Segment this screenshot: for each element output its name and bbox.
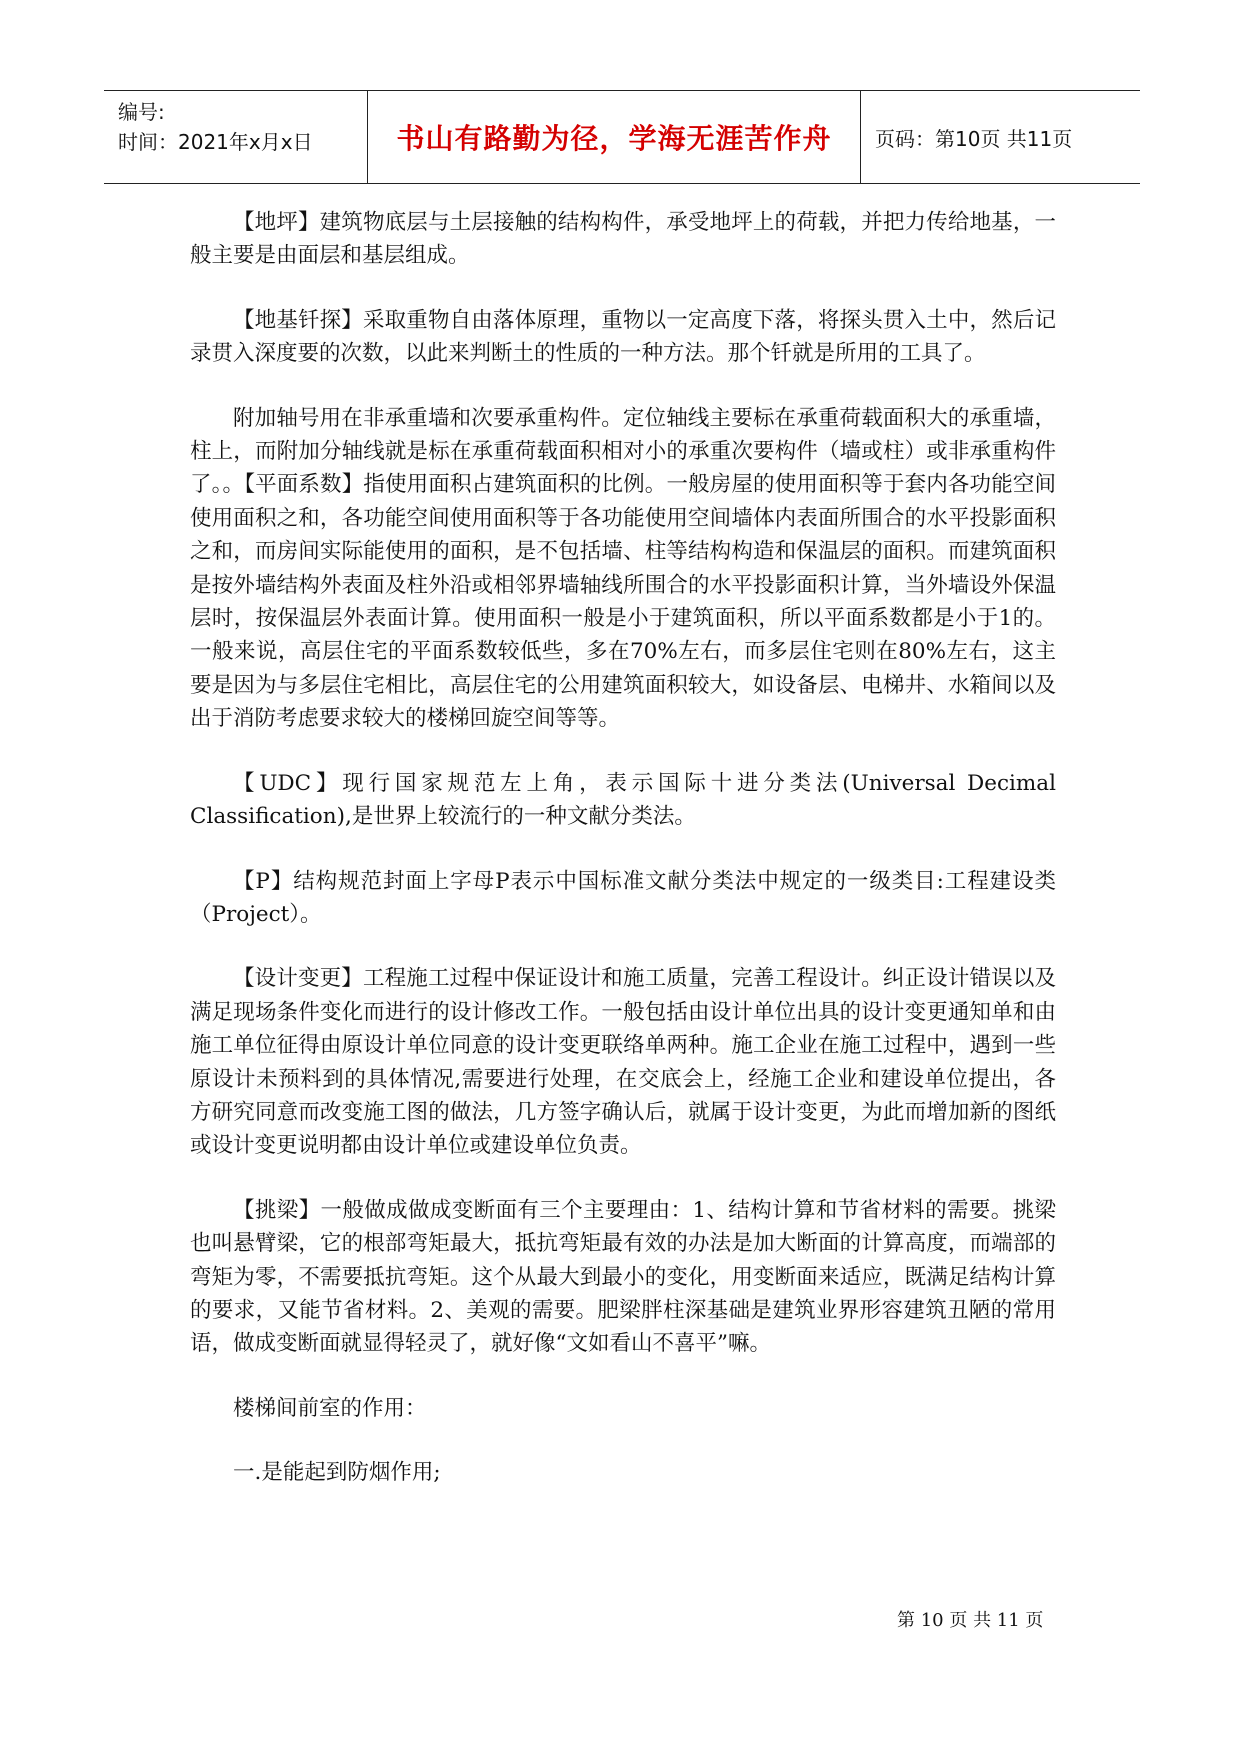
paragraph-udc: 【UDC】现行国家规范左上角，表示国际十进分类法(Universal Decimal Classification),是世界上较流行的一种文献分类法。 [190, 770, 1056, 830]
paragraph-diji-qiantan: 【地基钎探】采取重物自由落体原理，重物以一定高度下落，将探头贯入土中，然后记录贯入深度要的次数，以此来判断土的性质的一种方法。那个钎就是所用的工具了。 [190, 307, 1056, 367]
paragraph-diping: 【地坪】建筑物底层与土层接触的结构构件，承受地坪上的荷载，并把力传给地基，一般主要是由面层和基层组成。 [190, 210, 1056, 269]
paragraph-sheji-biangeng: 【设计变更】工程施工过程中保证设计和施工质量，完善工程设计。纠正设计错误以及满足现场条件变化而进行的设计修改工作。一般包括由设计单位出具的设计变更通知单和由施工单位征得由原设计单位同意的设计变更联络单两种。施工企业在施工过程中，遇到一些原设计未预料到的具体情况,需要进行处理，在交底会上，经施工企业和建设单位提出，各方研究同意而改变施工图的做法，几方签字确认后，就属于设计变更，为此而增加新的图纸或设计变更说明都由设计单位或建设单位负责。 [190, 966, 1056, 1159]
page-header [104, 90, 1140, 184]
number-label: 编号: [118, 100, 165, 124]
paragraph-p: 【P】结构规范封面上字母P表示中国标准文献分类法中规定的一级类目:工程建设类（Project）。 [190, 868, 1056, 927]
page-info: 页码：第10页 共11页 [875, 126, 1073, 151]
document-body [190, 206, 1056, 1521]
date-label: 时间：2021年x月x日 [118, 130, 313, 154]
header-left-cell [104, 91, 368, 183]
paragraph-fangyan: 一.是能起到防烟作用; [233, 1460, 441, 1486]
paragraph-louti-qianshi: 楼梯间前室的作用： [233, 1395, 427, 1421]
header-page-cell [861, 91, 1140, 183]
header-motto-cell [368, 91, 861, 183]
page-footer: 第 10 页 共 11 页 [897, 1610, 1044, 1631]
paragraph-tiaoliang: 【挑梁】一般做成做成变断面有三个主要理由：1、结构计算和节省材料的需要。挑梁也叫悬臂梁，它的根部弯矩最大，抵抗弯矩最有效的办法是加大断面的计算高度，而端部的弯矩为零，不需要抵抗弯矩。这个从最大到最小的变化，用变断面来适应，既满足结构计算的要求，又能节省材料。2、美观的需要。肥梁胖柱深基础是建筑业界形容建筑丑陋的常用语，做成变断面就显得轻灵了，就好像“文如看山不喜平”嘛。 [190, 1197, 1056, 1357]
paragraph-fujia-zhouhao: 附加轴号用在非承重墙和次要承重构件。定位轴线主要标在承重荷载面积大的承重墙，柱上，而附加分轴线就是标在承重荷载面积相对小的承重次要构件（墙或柱）或非承重构件了。。【平面系数】指使用面积占建筑面积的比例。一般房屋的使用面积等于套内各功能空间使用面积之和，各功能空间使用面积等于各功能使用空间墙体内表面所围合的水平投影面积之和，而房间实际能使用的面积，是不包括墙、柱等结构构造和保温层的面积。而建筑面积是按外墙结构外表面及柱外沿或相邻界墙轴线所围合的水平投影面积计算，当外墙设外保温层时，按保温层外表面计算。使用面积一般是小于建筑面积，所以平面系数都是小于1的。一般来说，高层住宅的平面系数较低些，多在70%左右，而多层住宅则在80%左右，这主要是因为与多层住宅相比，高层住宅的公用建筑面积较大，如设备层、电梯井、水箱间以及出于消防考虑要求较大的楼梯回旋空间等等。 [190, 405, 1056, 732]
motto-text: 书山有路勤为径，学海无涯苦作舟 [396, 122, 832, 155]
